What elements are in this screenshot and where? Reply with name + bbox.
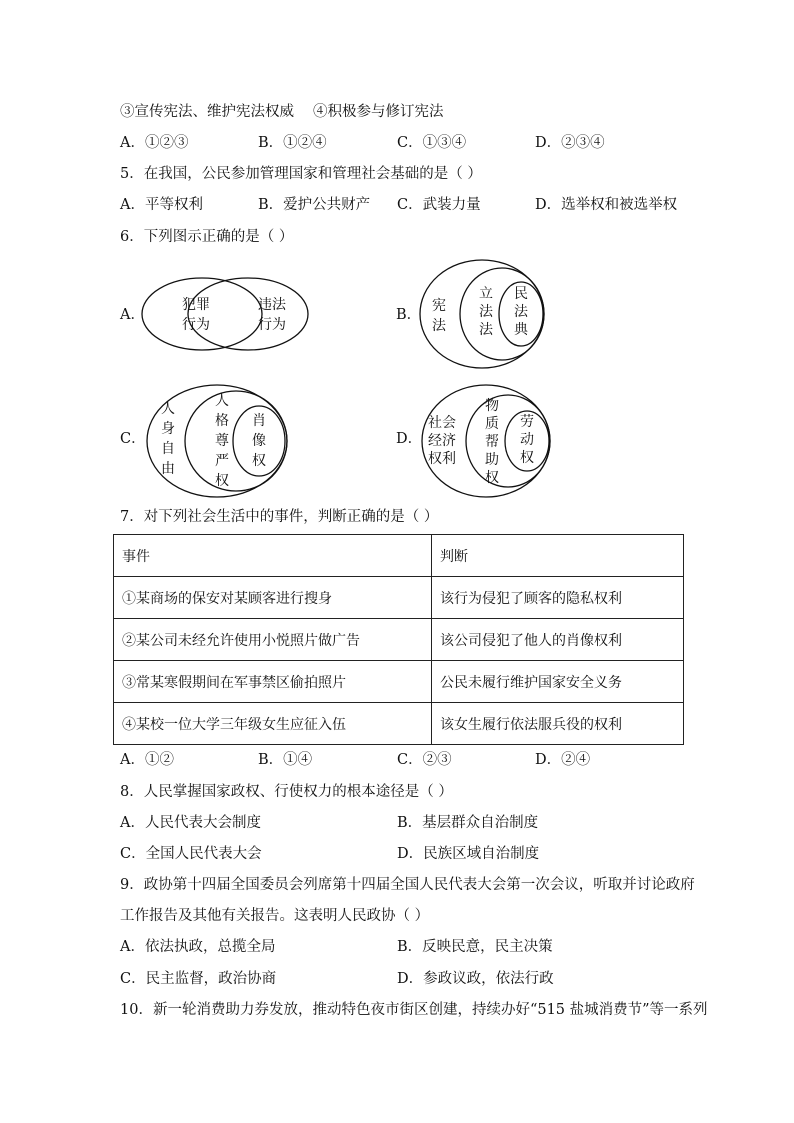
b-middle-1: 立 [479, 286, 493, 302]
q6-diagram-c [145, 383, 295, 499]
q7-answer-d: D．②④ [535, 752, 591, 768]
c-middle-4: 严 [215, 453, 229, 469]
d-inner-1: 劳 [520, 414, 534, 430]
legislation-law-circle [460, 268, 544, 360]
q8-answer-d: D．民族区域自治制度 [397, 846, 540, 862]
d-middle-4: 助 [485, 452, 499, 468]
a-right-line1: 违法 [258, 297, 286, 313]
q8-stem: 8．人民掌握国家政权、行使权力的根本途径是（ ） [120, 784, 453, 800]
c-outer-4: 由 [161, 461, 175, 477]
c-outer-1: 人 [161, 401, 175, 417]
c-outer-3: 自 [161, 441, 175, 457]
crime-ellipse [142, 278, 262, 350]
q4-answer-b: B．①②④ [258, 135, 327, 151]
q9-answer-d: D．参政议政，依法行政 [397, 971, 554, 987]
event-cell: ④某校一位大学三年级女生应征入伍 [114, 703, 432, 745]
d-inner-3: 权 [520, 450, 534, 466]
b-inner-3: 典 [514, 322, 528, 338]
q7-table [113, 534, 684, 745]
c-inner-3: 权 [252, 453, 266, 469]
q6-diagram-b [418, 258, 548, 370]
table-header-row [114, 535, 684, 577]
event-cell: ①某商场的保安对某顾客进行搜身 [114, 577, 432, 619]
judgment-cell: 该行为侵犯了顾客的隐私权利 [432, 577, 684, 619]
q5-answer-d: D．选举权和被选举权 [535, 197, 678, 213]
judgment-cell: 该公司侵犯了他人的肖像权利 [432, 619, 684, 661]
q6-option-c-letter: C． [120, 431, 146, 447]
c-inner-1: 肖 [252, 413, 266, 429]
c-outer-2: 身 [161, 421, 175, 437]
d-middle-2: 质 [485, 416, 499, 432]
q9-answer-c: C．民主监督，政治协商 [120, 971, 277, 987]
d-outer-3: 权利 [428, 451, 456, 467]
b-middle-3: 法 [479, 322, 493, 338]
c-middle-3: 尊 [215, 433, 229, 449]
q4-answer-d: D．②③④ [535, 135, 605, 151]
q6-option-a-letter: A． [120, 307, 145, 323]
personal-dignity-circle [185, 391, 287, 491]
judgment-cell: 该女生履行依法服兵役的权利 [432, 703, 684, 745]
q7-answer-a: A．①② [120, 752, 174, 768]
q9-answer-a: A．依法执政，总揽全局 [120, 939, 276, 955]
q9-answer-b: B．反映民意，民主决策 [397, 939, 553, 955]
a-right-line2: 行为 [258, 317, 286, 333]
q4-answer-a: A．①②③ [120, 135, 189, 151]
d-outer-2: 经济 [428, 433, 456, 449]
q8-answer-b: B．基层群众自治制度 [397, 815, 539, 831]
d-middle-3: 帮 [485, 434, 499, 450]
table-row [114, 703, 684, 745]
a-left-line1: 犯罪 [182, 297, 210, 313]
q8-answer-c: C．全国人民代表大会 [120, 846, 262, 862]
q4-option-4: ④积极参与修订宪法 [313, 104, 444, 120]
c-inner-2: 像 [252, 433, 266, 449]
table-row [114, 577, 684, 619]
illegal-ellipse [188, 278, 308, 350]
event-cell: ②某公司未经允许使用小悦照片做广告 [114, 619, 432, 661]
q7-stem: 7．对下列社会生活中的事件，判断正确的是（ ） [120, 509, 439, 525]
q8-answer-a: A．人民代表大会制度 [120, 815, 261, 831]
judgment-cell: 公民未履行维护国家安全义务 [432, 661, 684, 703]
d-outer-1: 社会 [428, 415, 456, 431]
q9-stem-line1: 9．政协第十四届全国委员会列席第十四届全国人民代表大会第一次会议，听取并讨论政府 [120, 877, 695, 893]
q6-stem: 6．下列图示正确的是（ ） [120, 229, 294, 245]
b-middle-2: 法 [479, 304, 493, 320]
d-middle-1: 物 [485, 398, 499, 414]
header-event: 事件 [114, 535, 432, 577]
q5-answer-a: A．平等权利 [120, 197, 203, 213]
b-outer-1: 宪 [432, 298, 446, 314]
d-inner-2: 动 [520, 432, 534, 448]
b-inner-1: 民 [514, 286, 528, 302]
q6-option-d-letter: D． [396, 431, 423, 447]
q4-answer-c: C．①③④ [397, 135, 467, 151]
table-row [114, 619, 684, 661]
c-middle-2: 格 [215, 413, 229, 429]
q4-option-3: ③宣传宪法、维护宪法权威 [120, 104, 294, 120]
q7-answer-b: B．①④ [258, 752, 313, 768]
q6-diagram-a [140, 275, 320, 355]
a-left-line2: 行为 [182, 317, 210, 333]
c-middle-1: 人 [215, 393, 229, 409]
b-outer-2: 法 [432, 318, 446, 334]
q7-answer-c: C．②③ [397, 752, 452, 768]
header-judgment: 判断 [432, 535, 684, 577]
q5-answer-c: C．武装力量 [397, 197, 481, 213]
b-inner-2: 法 [514, 304, 528, 320]
q5-answer-b: B．爱护公共财产 [258, 197, 371, 213]
event-cell: ③常某寒假期间在军事禁区偷拍照片 [114, 661, 432, 703]
q5-stem: 5．在我国，公民参加管理国家和管理社会基础的是（ ） [120, 166, 482, 182]
d-middle-5: 权 [485, 470, 499, 486]
q10-stem: 10．新一轮消费助力券发放，推动特色夜市街区创建，持续办好“515 盐城消费节”等一系列 [120, 1002, 708, 1018]
c-middle-5: 权 [215, 473, 229, 489]
table-row [114, 661, 684, 703]
q6-option-b-letter: B． [396, 307, 422, 323]
q9-stem-line2: 工作报告及其他有关报告。这表明人民政协（ ） [120, 908, 430, 924]
q6-diagram-d [420, 383, 555, 499]
material-assistance-circle [466, 395, 550, 487]
